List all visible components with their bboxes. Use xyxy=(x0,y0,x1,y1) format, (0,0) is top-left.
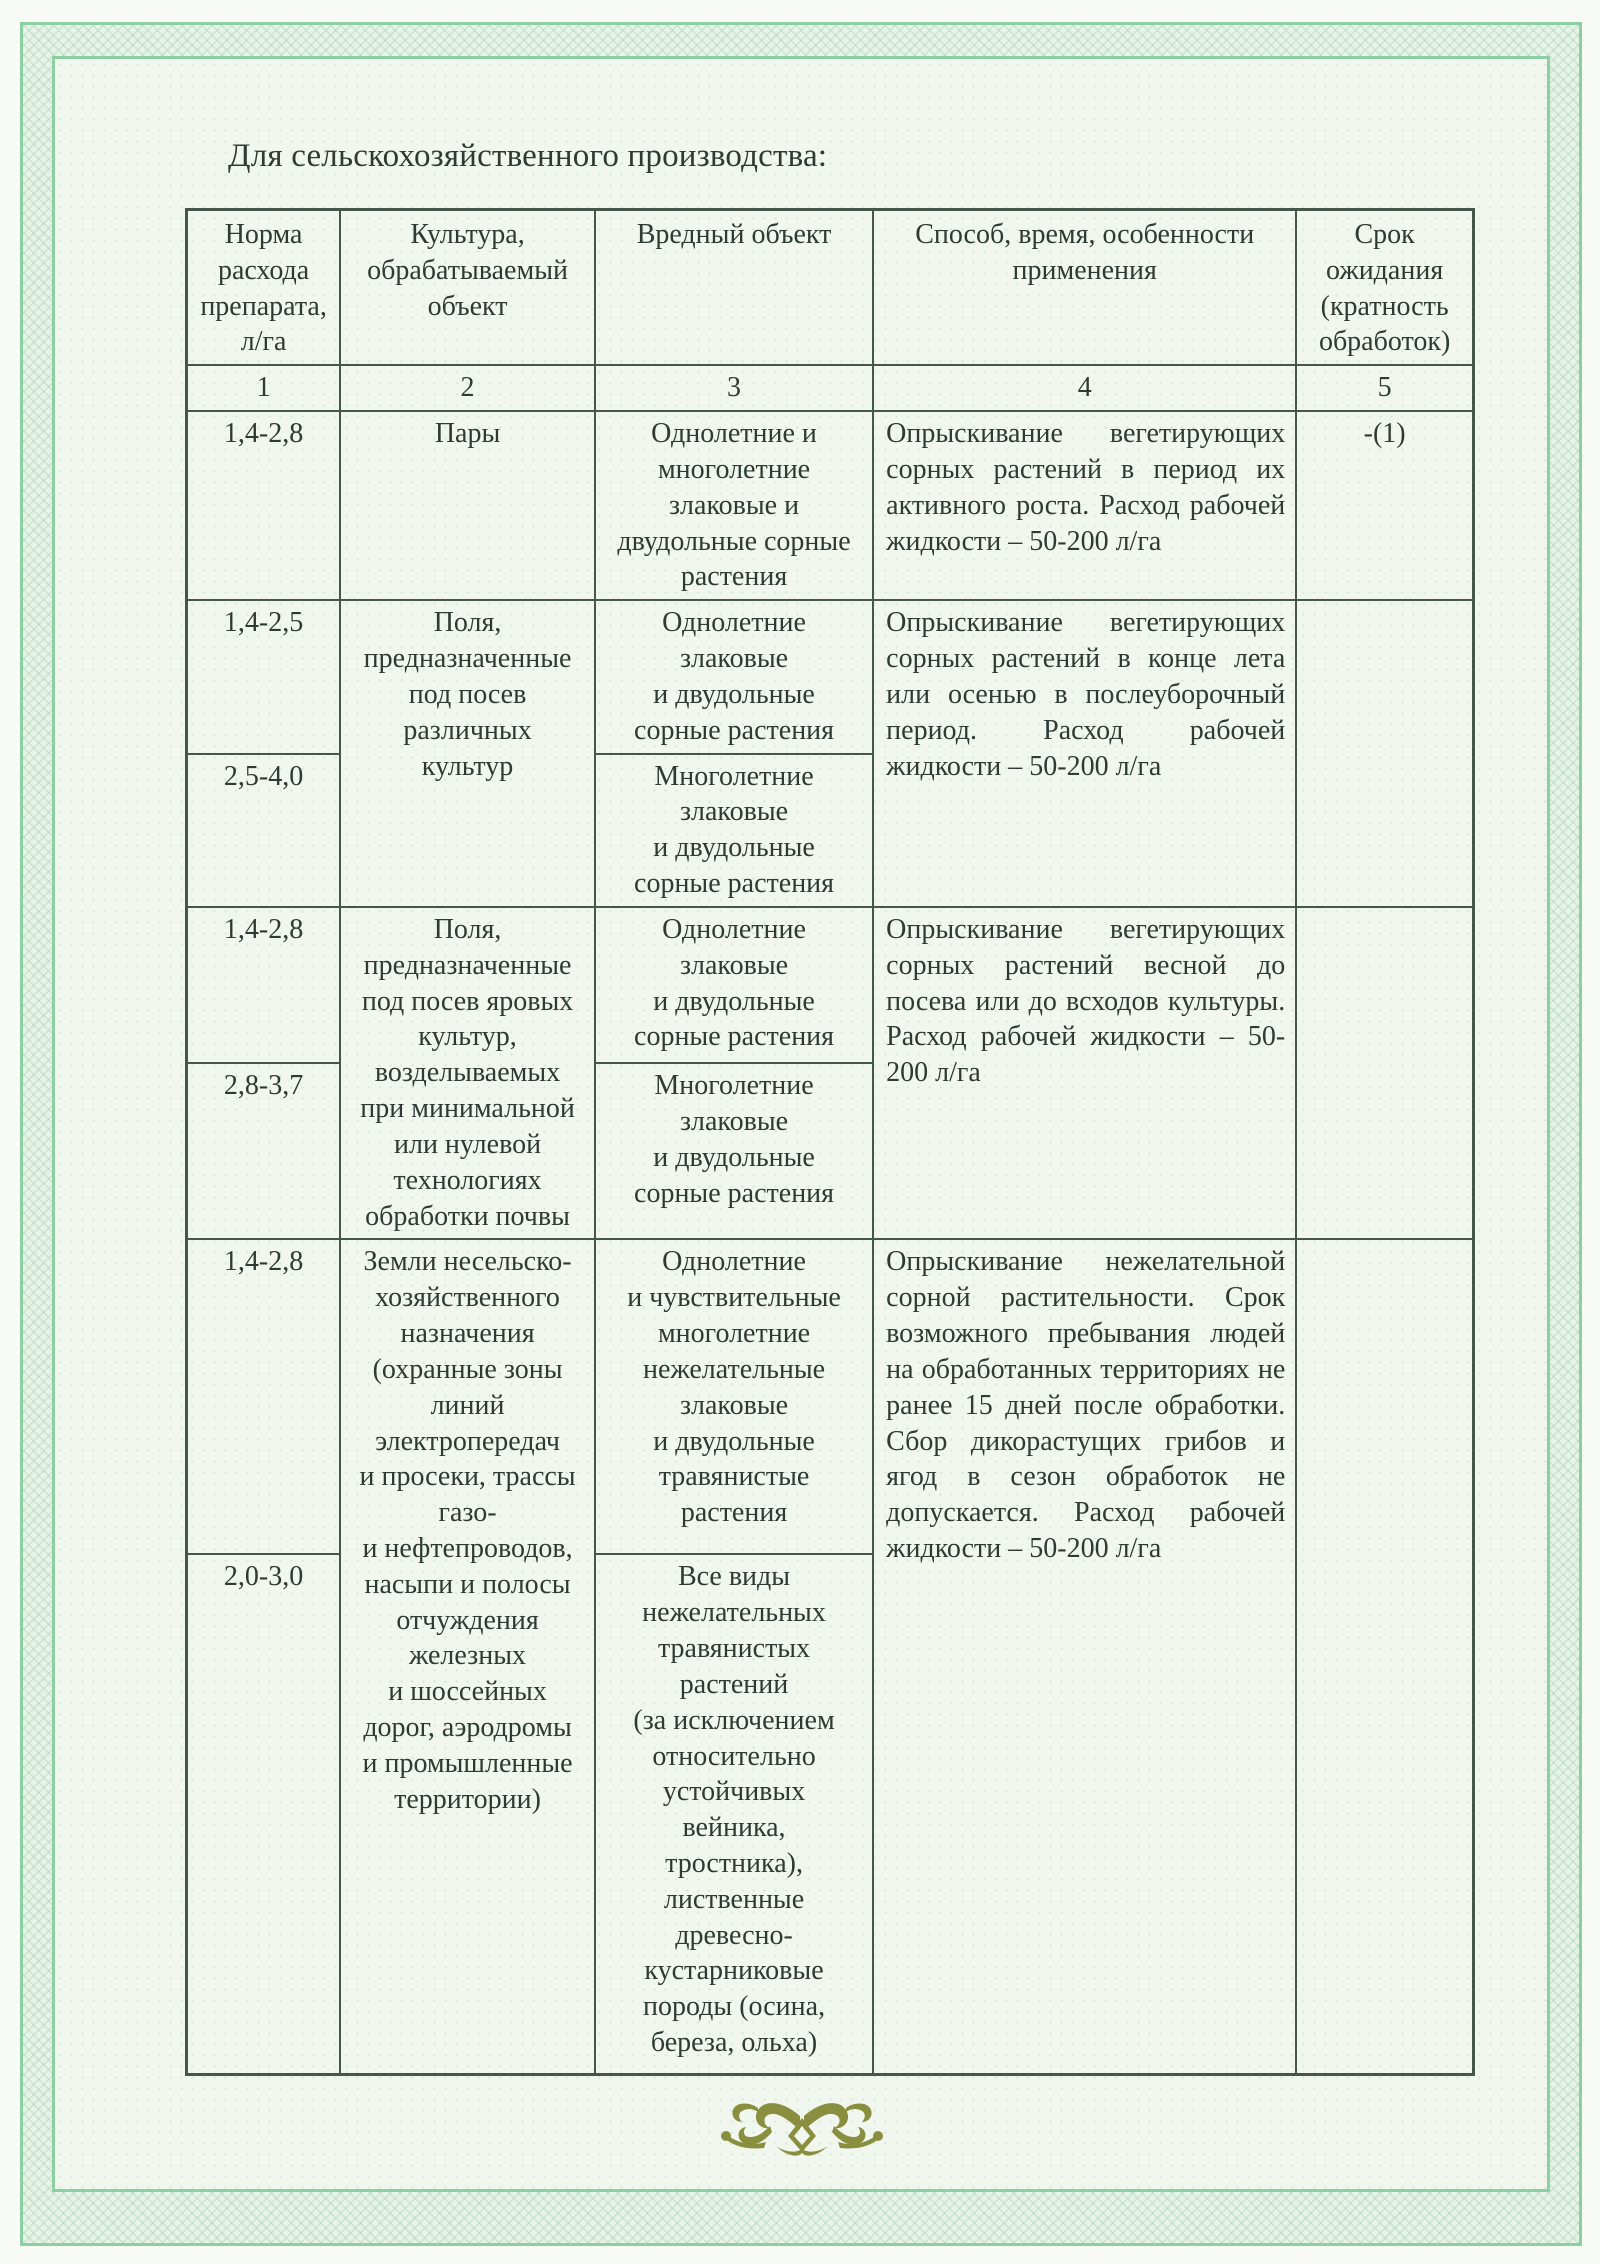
cell-pest: Многолетние злаковые и двудольные сорные растения xyxy=(595,754,873,907)
cell-pest: Однолетние злаковые и двудольные сорные растения xyxy=(595,600,873,753)
col-number-4: 4 xyxy=(873,365,1296,411)
table-row xyxy=(187,600,1474,753)
header-waiting: Срок ожидания (кратность обработок) xyxy=(1296,210,1473,366)
page-title: Для сельскохозяйственного производства: xyxy=(228,138,828,174)
header-pest: Вредный объект xyxy=(595,210,873,366)
col-number-3: 3 xyxy=(595,365,873,411)
cell-waiting-empty xyxy=(1296,907,1473,1239)
col-number-2: 2 xyxy=(340,365,595,411)
table-row xyxy=(187,907,1474,1063)
header-culture: Культура, обрабатываемый объект xyxy=(340,210,595,366)
cell-culture: Пары xyxy=(340,411,595,600)
cell-rate: 1,4-2,8 xyxy=(187,907,341,1063)
col-number-1: 1 xyxy=(187,365,341,411)
cell-waiting: -(1) xyxy=(1296,411,1473,600)
ornament-flourish-icon xyxy=(712,2096,892,2162)
cell-pest: Однолетние и чувствительные многолетние нежелательные злаковые и двудольные травянистые растения xyxy=(595,1239,873,1554)
header-rate: Норма расхода препарата, л/га xyxy=(187,210,341,366)
cell-culture: Земли несельско- хозяйственного назначения (охранные зоны линий электропередач и просеки, трассы газо- и нефтепроводов, насыпи и полосы отчуждения железных и шоссейных дорог, аэродромы и промышленные территории) xyxy=(340,1239,595,2074)
header-method: Способ, время, особенности применения xyxy=(873,210,1296,366)
cell-pest: Однолетние и многолетние злаковые и двудольные сорные растения xyxy=(595,411,873,600)
cell-method: Опрыскивание вегетирующих сорных растений весной до посева или до всходов культуры. Расход рабочей жидкости – 50-200 л/га xyxy=(873,907,1296,1239)
cell-rate: 1,4-2,8 xyxy=(187,411,341,600)
cell-method: Опрыскивание нежелательной сорной растительности. Срок возможного пребывания людей на обработанных территориях не ранее 15 дней после обработки. Сбор дикорастущих грибов и ягод в сезон обработок не допускается. Расход рабочей жидкости – 50-200 л/га xyxy=(873,1239,1296,2074)
cell-waiting-empty xyxy=(1296,1239,1473,2074)
cell-method: Опрыскивание вегетирующих сорных растений в конце лета или осенью в послеуборочный период. Расход рабочей жидкости – 50-200 л/га xyxy=(873,600,1296,907)
application-table xyxy=(185,208,1475,2076)
cell-pest: Все виды нежелательных травянистых растений (за исключением относительно устойчивых вейника, тростника), лиственные древесно- кустарниковые породы (осина, береза, ольха) xyxy=(595,1554,873,2074)
cell-waiting-empty xyxy=(1296,600,1473,907)
cell-pest: Многолетние злаковые и двудольные сорные растения xyxy=(595,1063,873,1239)
cell-method: Опрыскивание вегетирующих сорных растений в период их активного роста. Расход рабочей жидкости – 50-200 л/га xyxy=(873,411,1296,600)
column-number-row xyxy=(187,365,1474,411)
cell-rate: 1,4-2,5 xyxy=(187,600,341,753)
table-row xyxy=(187,1239,1474,1554)
table-row xyxy=(187,411,1474,600)
cell-culture: Поля, предназначенные под посев различных культур xyxy=(340,600,595,907)
col-number-5: 5 xyxy=(1296,365,1473,411)
cell-rate: 2,8-3,7 xyxy=(187,1063,341,1239)
cell-rate: 1,4-2,8 xyxy=(187,1239,341,1554)
cell-culture: Поля, предназначенные под посев яровых культур, возделываемых при минимальной или нулевой технологиях обработки почвы xyxy=(340,907,595,1239)
cell-rate: 2,0-3,0 xyxy=(187,1554,341,2074)
cell-rate: 2,5-4,0 xyxy=(187,754,341,907)
table-header-row xyxy=(187,210,1474,366)
cell-pest: Однолетние злаковые и двудольные сорные растения xyxy=(595,907,873,1063)
